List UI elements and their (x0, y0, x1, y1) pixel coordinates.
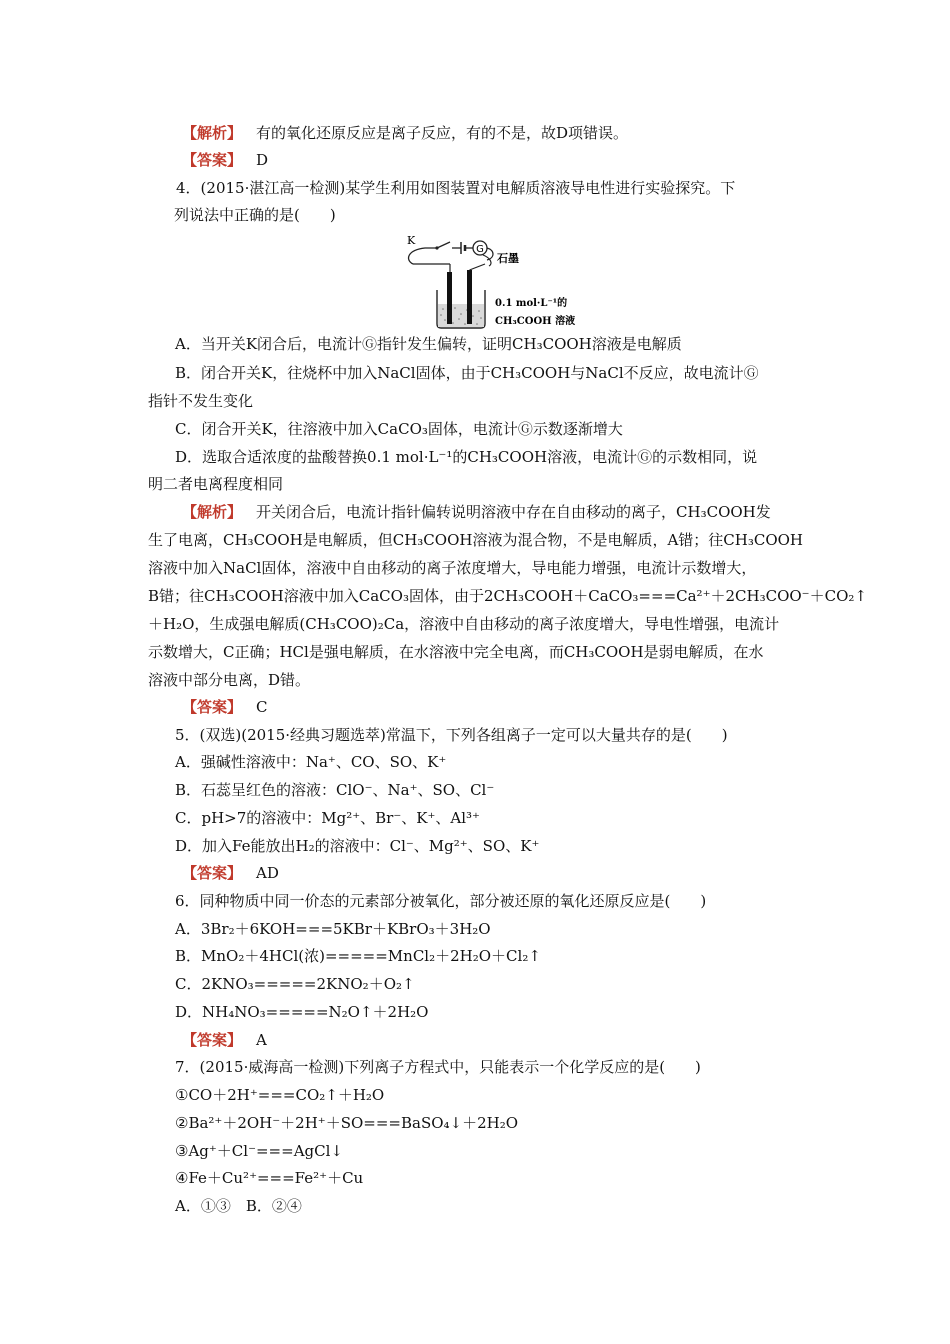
q5-answer-line (182, 863, 822, 883)
q6-answer-text: A (256, 1031, 267, 1049)
q4-analysis-line-2: 生了电离，CH₃COOH是电解质，但CH₃COOH溶液为混合物，不是电解质，A错；往CH₃COOH (148, 531, 804, 549)
circuit-wire-left (409, 248, 437, 264)
q5-option-c: C．pH>7的溶液中：Mg²⁺、Br⁻、K⁺、Al³⁺ (175, 809, 480, 827)
q7-equation-2: ②Ba²⁺＋2OH⁻＋2H⁺＋SO===BaSO₄↓＋2H₂O (175, 1114, 519, 1132)
q5-answer-text: AD (256, 864, 279, 882)
conductivity-apparatus-figure (395, 232, 595, 332)
switch-k-label: K (407, 234, 416, 247)
analysis-tag: 【解析】 (182, 503, 243, 521)
q4-analysis-line-3: 溶液中加入NaCl固体，溶液中自由移动的离子浓度增大，导电能力增强，电流计示数增大， (148, 559, 757, 577)
q4-analysis-text-1: 开关闭合后，电流计指针偏转说明溶液中存在自由移动的离子，CH₃COOH发 (256, 503, 771, 521)
solution-conc-label: 0.1 mol·L⁻¹的 (495, 298, 568, 309)
solution-name-label: CH₃COOH 溶液 (495, 316, 576, 327)
q5-stem: 5．(双选)(2015·经典习题选萃)常温下，下列各组离子一定可以大量共存的是( ) (175, 726, 728, 744)
q4-option-d-line-1: D．选取合适浓度的盐酸替换0.1 mol·L⁻¹的CH₃COOH溶液，电流计Ⓖ的示数相同，说 (175, 448, 758, 466)
q4-stem-line-2: 列说法中正确的是( ) (174, 206, 336, 224)
q4-stem-line-1: 4．(2015·湛江高一检测)某学生利用如图装置对电解质溶液导电性进行实验探究。下 (176, 179, 736, 197)
electrode-left (447, 272, 452, 324)
q7-stem: 7．(2015·威海高一检测)下列离子方程式中，只能表示一个化学反应的是( ) (175, 1058, 701, 1076)
q3-answer-text: D (256, 151, 269, 169)
electrode-right (467, 270, 472, 324)
q5-option-a: A．强碱性溶液中：Na⁺、CO、SO、K⁺ (175, 753, 447, 771)
answer-tag: 【答案】 (182, 864, 243, 882)
q5-option-d: D．加入Fe能放出H₂的溶液中：Cl⁻、Mg²⁺、SO、K⁺ (175, 837, 540, 855)
answer-tag: 【答案】 (182, 698, 243, 716)
q4-option-d-line-2: 明二者电离程度相同 (148, 475, 284, 493)
q4-option-a: A．当开关K闭合后，电流计Ⓖ指针发生偏转，证明CH₃COOH溶液是电解质 (175, 335, 682, 353)
graphite-label: 石墨 (497, 252, 519, 265)
switch-k (437, 242, 450, 248)
q7-equation-4: ④Fe＋Cu²⁺===Fe²⁺＋Cu (175, 1169, 364, 1187)
q4-analysis-line-1 (182, 502, 822, 522)
q6-option-c: C．2KNO₃=====2KNO₂＋O₂↑ (175, 975, 415, 993)
q3-answer-line (182, 150, 822, 170)
q4-option-b-line-1: B．闭合开关K，往烧杯中加入NaCl固体，由于CH₃COOH与NaCl不反应，故电流计Ⓖ (175, 364, 759, 382)
q7-equation-3: ③Ag⁺＋Cl⁻===AgCl↓ (175, 1142, 343, 1160)
q6-option-d: D．NH₄NO₃=====N₂O↑＋2H₂O (175, 1003, 429, 1021)
analysis-tag: 【解析】 (182, 124, 243, 142)
answer-tag: 【答案】 (182, 151, 243, 169)
galvanometer-label: G (476, 244, 484, 255)
q4-analysis-line-7: 溶液中部分电离，D错。 (148, 671, 311, 689)
q4-option-c: C．闭合开关K，往溶液中加入CaCO₃固体，电流计Ⓖ示数逐渐增大 (175, 420, 623, 438)
q3-analysis-text: 有的氧化还原反应是离子反应，有的不是，故D项错误。 (256, 124, 629, 142)
q4-analysis-line-6: 示数增大，C正确；HCl是强电解质，在水溶液中完全电离，而CH₃COOH是弱电解质，在水 (148, 643, 764, 661)
q7-equation-1: ①CO＋2H⁺===CO₂↑＋H₂O (175, 1086, 385, 1104)
q6-option-a: A．3Br₂＋6KOH===5KBr＋KBrO₃＋3H₂O (175, 920, 491, 938)
q6-answer-line (182, 1030, 822, 1050)
answer-tag: 【答案】 (182, 1031, 243, 1049)
q5-option-b: B．石蕊呈红色的溶液：ClO⁻、Na⁺、SO、Cl⁻ (175, 781, 495, 799)
q4-analysis-line-4: B错；往CH₃COOH溶液中加入CaCO₃固体，由于2CH₃COOH＋CaCO₃===Ca²⁺＋2CH₃COO⁻＋CO₂↑ (148, 587, 867, 605)
q6-option-b: B．MnO₂＋4HCl(浓)=====MnCl₂＋2H₂O＋Cl₂↑ (175, 947, 541, 965)
q4-answer-line (182, 697, 822, 717)
q4-analysis-line-5: ＋H₂O，生成强电解质(CH₃COO)₂Ca，溶液中自由移动的离子浓度增大，导电性增强，电流计 (148, 615, 780, 633)
q4-answer-text: C (256, 698, 268, 716)
q7-choices: A．①③ B．②④ (175, 1197, 302, 1215)
q4-option-b-line-2: 指针不发生变化 (148, 392, 254, 410)
q6-stem: 6．同种物质中同一价态的元素部分被氧化，部分被还原的氧化还原反应是( ) (175, 892, 707, 910)
q3-analysis-line (182, 123, 822, 143)
